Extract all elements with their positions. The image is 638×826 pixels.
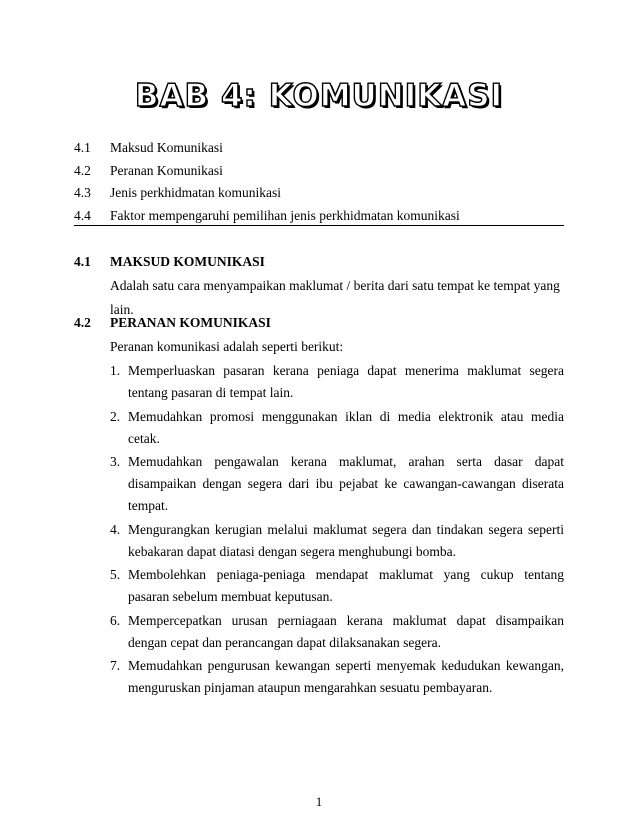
section-heading xyxy=(74,250,564,274)
section-intro: Peranan komunikasi adalah seperti berikut: xyxy=(110,339,344,354)
section-number: 4.1 xyxy=(74,254,91,269)
section-text: Adalah satu cara menyampaikan maklumat / berita dari satu tempat ke tempat yang lain. xyxy=(110,278,560,317)
list-item-number: 2. xyxy=(110,408,121,424)
chapter-title: BAB 4: KOMUNIKASI xyxy=(134,78,504,114)
toc-item xyxy=(74,137,564,160)
toc-item-number: 4.3 xyxy=(74,185,91,200)
list-item-text: Memperluaskan pasaran kerana peniaga dapat menerima maklumat segera tentang pasaran di tempat lain. xyxy=(128,363,564,400)
list-item xyxy=(110,655,564,699)
table-of-contents xyxy=(74,137,564,227)
list-item-text: Mengurangkan kerugian melalui maklumat segera dan tindakan segera seperti kebakaran dapat diatasi dengan segera menghubungi bomba. xyxy=(128,521,564,559)
toc-item-label: Jenis perkhidmatan komunikasi xyxy=(110,185,281,200)
toc-item-label: Faktor mempengaruhi pemilihan jenis perkhidmatan komunikasi xyxy=(110,207,460,223)
list-item-text: Memudahkan pengawalan kerana maklumat, arahan serta dasar dapat disampaikan dengan segera dari ibu pejabat ke cawangan-cawangan diserata tempat. xyxy=(128,454,564,513)
list-item-text: Memudahkan promosi menggunakan iklan di media elektronik atau media cetak. xyxy=(128,408,564,446)
toc-item-label: Peranan Komunikasi xyxy=(110,162,223,178)
section-title: PERANAN KOMUNIKASI xyxy=(110,315,271,330)
list-item xyxy=(110,564,564,608)
toc-item xyxy=(74,160,564,183)
list-item xyxy=(110,519,564,563)
section-body xyxy=(110,335,564,699)
toc-item-number: 4.4 xyxy=(74,207,91,223)
toc-item-number: 4.1 xyxy=(74,140,91,155)
list-item-number: 6. xyxy=(110,612,121,628)
list-item-number: 3. xyxy=(110,454,121,469)
list-item xyxy=(110,360,564,404)
section-title: MAKSUD KOMUNIKASI xyxy=(110,254,265,269)
roles-list xyxy=(110,360,564,699)
list-item-text: Membolehkan peniaga-peniaga mendapat maklumat yang cukup tentang pasaran sebelum membuat keputusan. xyxy=(128,567,564,604)
toc-item-number: 4.2 xyxy=(74,162,91,178)
section-number: 4.2 xyxy=(74,315,91,330)
list-item-number: 7. xyxy=(110,658,121,673)
list-item-number: 1. xyxy=(110,363,121,378)
page-number: 1 xyxy=(315,794,323,809)
list-item-number: 4. xyxy=(110,521,121,537)
toc-item-label: Maksud Komunikasi xyxy=(110,140,223,155)
toc-divider xyxy=(74,225,564,226)
section-heading xyxy=(74,311,564,335)
list-item-number: 5. xyxy=(110,567,121,582)
list-item xyxy=(110,451,564,517)
list-item xyxy=(110,610,564,654)
list-item-text: Memudahkan pengurusan kewangan seperti menyemak kedudukan kewangan, menguruskan pinjaman ataupun mengarahkan sesuatu pembayaran. xyxy=(128,658,564,695)
list-item xyxy=(110,406,564,450)
list-item-text: Mempercepatkan urusan perniagaan kerana maklumat dapat disampaikan dengan cepat dan perancangan dapat dilaksanakan segera. xyxy=(128,612,564,650)
toc-item xyxy=(74,205,564,228)
section-peranan-komunikasi xyxy=(74,311,564,701)
toc-item xyxy=(74,182,564,205)
